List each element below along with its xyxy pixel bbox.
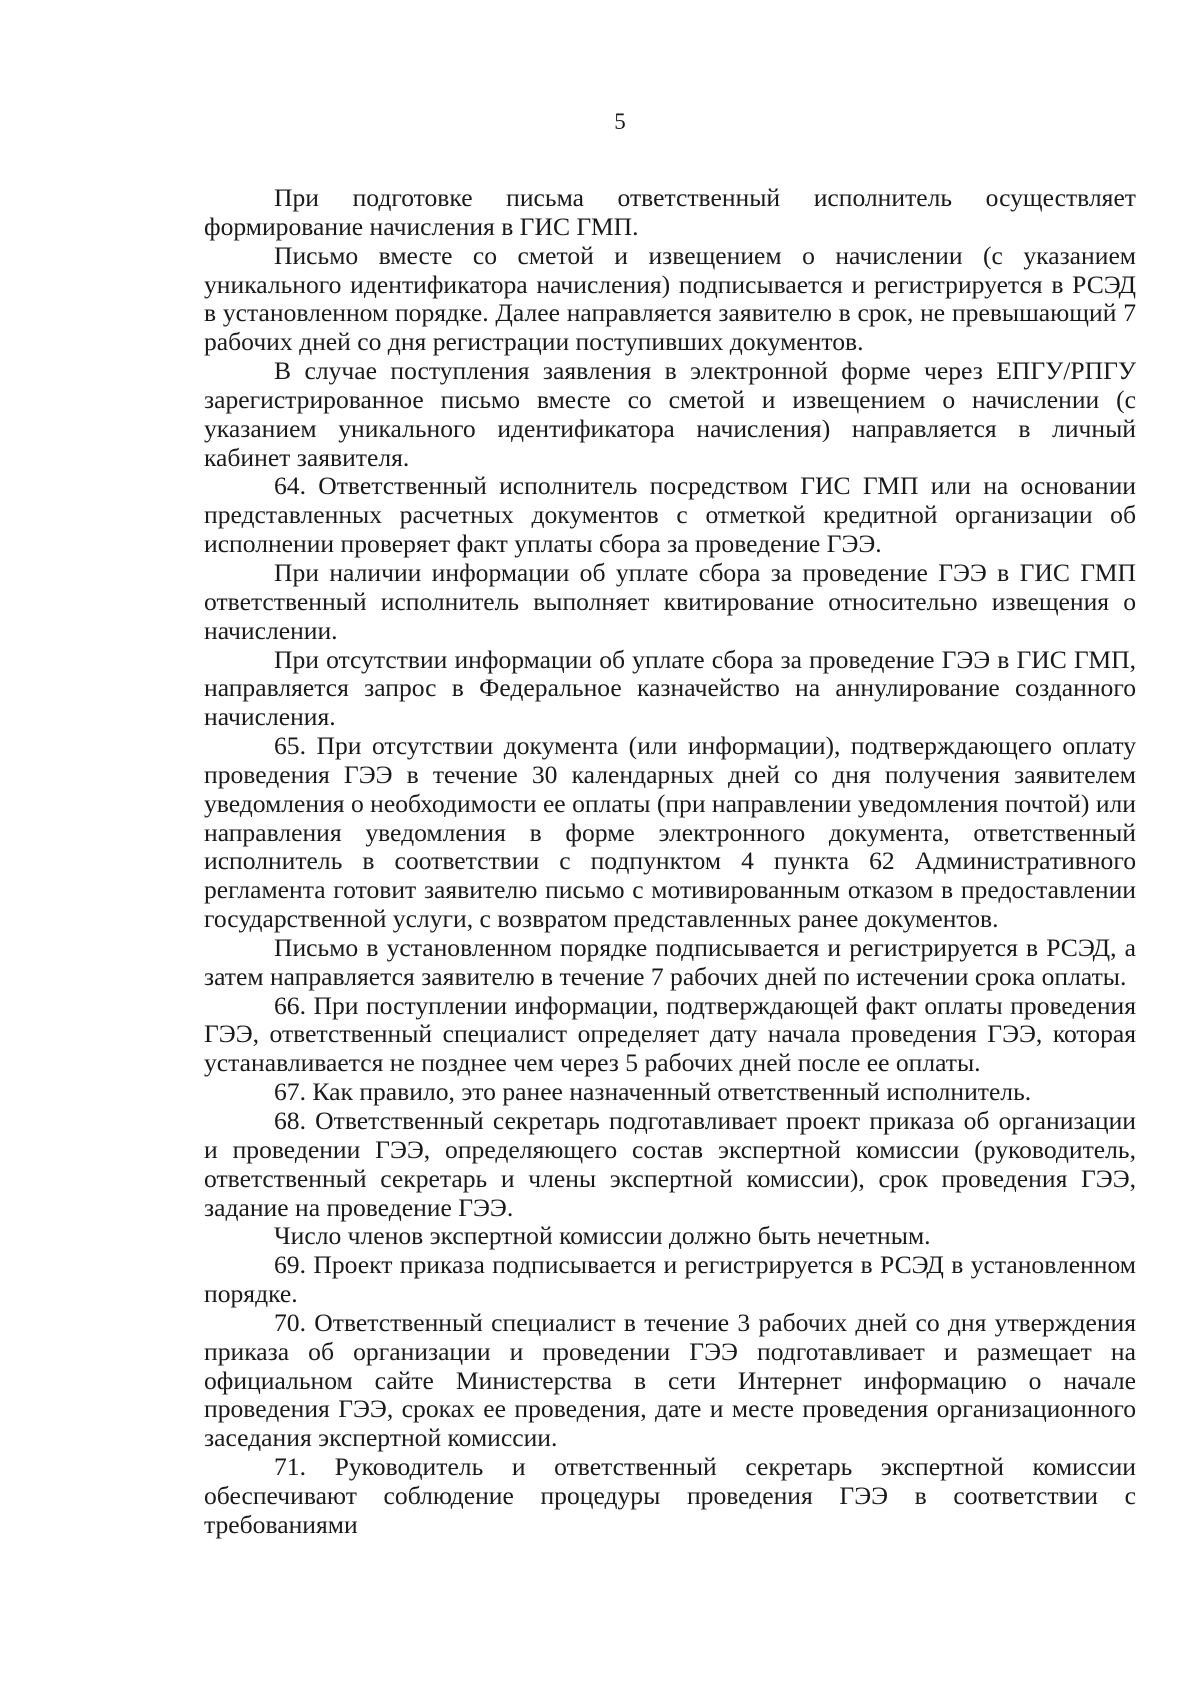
- paragraph-5: При наличии информации об уплате сбора за проведение ГЭЭ в ГИС ГМП ответственный исполнитель выполняет квитирование относительно извещения о начислении.: [204, 557, 1136, 645]
- paragraph-1: При подготовке письма ответственный исполнитель осуществляет формирование начисления в ГИС ГМП.: [204, 183, 1136, 241]
- paragraph-9: 66. При поступлении информации, подтверждающей факт оплаты проведения ГЭЭ, ответственный специалист определяет дату начала проведения ГЭЭ, которая устанавливается не позднее чем через 5 рабочих дней после ее оплаты.: [204, 990, 1136, 1078]
- paragraph-2: Письмо вместе со сметой и извещением о начислении (с указанием уникального идентификатора начисления) подписывается и регистрируется в РСЭД в установленном порядке. Далее направляется заявителю в срок, не превышающий 7 рабочих дней со дня регистрации поступивших документов.: [204, 240, 1136, 357]
- paragraph-15: 71. Руководитель и ответственный секретарь экспертной комиссии обеспечивают соблюдение процедуры проведения ГЭЭ в соответствии с требованиями: [204, 1452, 1136, 1539]
- paragraph-10: 67. Как правило, это ранее назначенный ответственный исполнитель.: [274, 1077, 1032, 1107]
- paragraph-12: Число членов экспертной комиссии должно быть нечетным.: [274, 1221, 931, 1251]
- paragraph-4: 64. Ответственный исполнитель посредством ГИС ГМП или на основании представленных расчетных документов с отметкой кредитной организации об исполнении проверяет факт уплаты сбора за проведение ГЭЭ.: [204, 471, 1136, 559]
- page-number: 5: [614, 109, 626, 134]
- paragraph-14: 70. Ответственный специалист в течение 3 рабочих дней со дня утверждения приказа об организации и проведении ГЭЭ подготавливает и размещает на официальном сайте Министерства в сети Интернет информацию о начале проведения ГЭЭ, сроках ее проведения, дате и месте проведения организационного заседания экспертной комиссии.: [204, 1307, 1136, 1453]
- document-body: [204, 184, 1136, 1540]
- paragraph-6: При отсутствии информации об уплате сбора за проведение ГЭЭ в ГИС ГМП, направляется запрос в Федеральное казначейство на аннулирование созданного начисления.: [204, 644, 1136, 732]
- paragraph-8: Письмо в установленном порядке подписывается и регистрируется в РСЭД, а затем направляется заявителю в течение 7 рабочих дней по истечении срока оплаты.: [204, 932, 1136, 991]
- paragraph-13: 69. Проект приказа подписывается и регистрируется в РСЭД в установленном порядке.: [204, 1250, 1136, 1309]
- paragraph-3: В случае поступления заявления в электронной форме через ЕПГУ/РПГУ зарегистрированное письмо вместе со сметой и извещением о начислении (с указанием уникального идентификатора начисления) направляется в личный кабинет заявителя.: [204, 356, 1136, 472]
- paragraph-7: 65. При отсутствии документа (или информации), подтверждающего оплату проведения ГЭЭ в течение 30 календарных дней со дня получения заявителем уведомления о необходимости ее оплаты (при направлении уведомления почтой) или направления уведомления в форме электронного документа, ответственный исполнитель в соответствии с подпунктом 4 пункта 62 Административного регламента готовит заявителю письмо с мотивированным отказом в предоставлении государственной услуги, с возвратом представленных ранее документов.: [204, 731, 1136, 934]
- paragraph-11: 68. Ответственный секретарь подготавливает проект приказа об организации и проведении ГЭЭ, определяющего состав экспертной комиссии (руководитель, ответственный секретарь и члены экспертной комиссии), срок проведения ГЭЭ, задание на проведение ГЭЭ.: [204, 1106, 1136, 1222]
